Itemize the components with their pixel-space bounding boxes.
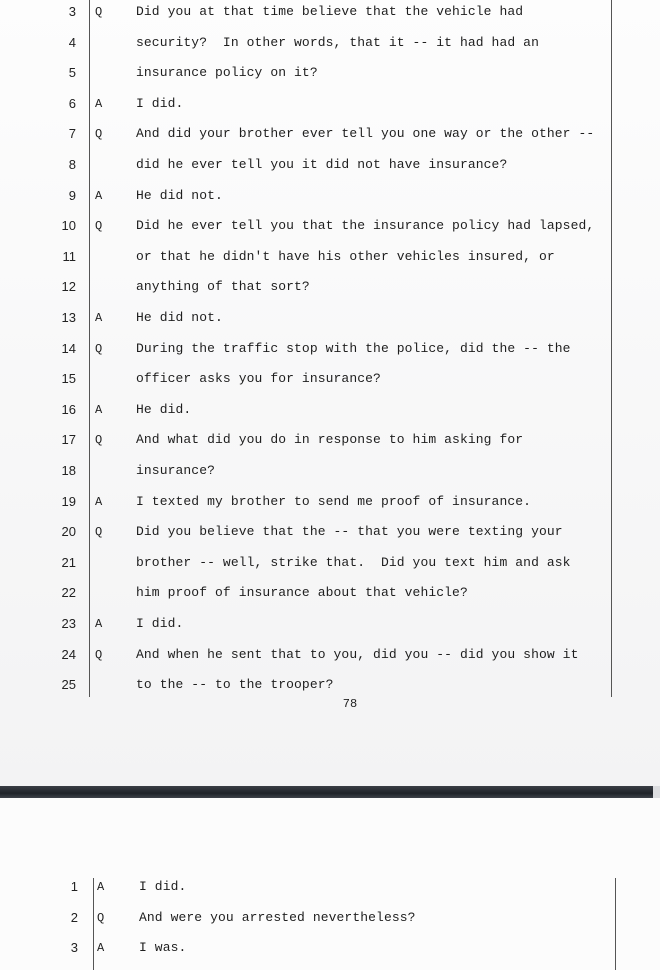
line-number: 17 [61,432,76,448]
speaker-label: Q [95,127,103,142]
line-number: 2 [70,909,78,925]
line-text: And when he sent that to you, did you -- did you show it [136,646,579,662]
speaker-label: Q [97,910,105,925]
line-number: 19 [61,493,76,509]
line-text: Did you believe that the -- that you were texting your [136,524,563,540]
line-text: brother -- well, strike that. Did you text him and ask [136,554,571,570]
line-number: 23 [61,616,76,631]
line-number: 18 [61,463,76,478]
line-text: officer asks you for insurance? [136,371,381,387]
line-text: or that he didn't have his other vehicles insured, or [136,248,555,264]
left-margin-rule [89,0,90,697]
speaker-label: A [97,880,105,894]
speaker-label: A [97,941,105,956]
line-text: He did not. [136,187,223,203]
line-text: did he ever tell you it did not have insurance? [136,157,508,172]
line-number: 21 [61,554,76,570]
speaker-label: A [95,96,103,111]
line-number: 4 [68,34,76,50]
line-text: I texted my brother to send me proof of insurance. [136,493,532,509]
speaker-label: A [95,617,103,631]
page-number: 78 [342,697,358,711]
line-number: 12 [61,279,76,295]
line-text: And did your brother ever tell you one way or the other -- [136,126,595,142]
line-number: 15 [61,371,76,387]
line-text: I did. [136,95,184,111]
line-text: anything of that sort? [136,279,310,295]
speaker-label: Q [95,5,103,19]
line-text: Did he ever tell you that the insurance policy had lapsed, [136,218,595,234]
line-text: Did you at that time believe that the vehicle had [136,4,524,19]
line-number: 8 [68,157,76,172]
line-number: 6 [68,95,76,111]
line-number: 20 [61,524,76,540]
speaker-label: Q [95,341,103,356]
line-number: 9 [68,187,76,203]
line-number: 10 [61,218,76,234]
speaker-label: Q [95,433,103,448]
line-text: And what did you do in response to him asking for [136,432,524,448]
line-text: During the traffic stop with the police, did the -- the [136,340,571,356]
speaker-label: A [95,402,103,417]
line-text: He did not. [136,310,223,325]
right-margin-rule [615,878,616,970]
line-text: insurance policy on it? [136,65,318,81]
speaker-label: Q [95,219,103,234]
line-number: 7 [68,126,76,142]
right-margin-rule [611,0,612,697]
line-text: I did. [139,879,187,894]
speaker-label: Q [95,525,103,540]
line-number: 11 [62,248,76,264]
line-text: him proof of insurance about that vehicle? [136,585,468,601]
page-divider [0,786,653,798]
page-divider-edge [653,786,660,798]
line-text: security? In other words, that it -- it had had an [136,34,539,50]
speaker-label: A [95,311,103,325]
transcript-page-79 [0,798,660,970]
line-text: to the -- to the trooper? [136,677,334,693]
speaker-label: Q [95,647,103,662]
line-text: He did. [136,401,192,417]
line-text: I was. [139,940,187,956]
line-number: 3 [70,940,78,956]
speaker-label: A [95,188,103,203]
line-number: 1 [70,879,78,894]
line-number: 13 [61,310,76,325]
line-number: 5 [68,65,76,81]
left-margin-rule [93,878,94,970]
line-number: 22 [61,585,76,601]
speaker-label: A [95,494,103,509]
line-text: insurance? [136,463,216,478]
line-text: And were you arrested nevertheless? [139,909,416,925]
line-text: I did. [136,616,184,631]
line-number: 3 [68,4,76,19]
line-number: 25 [61,677,76,693]
line-number: 16 [61,401,76,417]
line-number: 24 [61,646,76,662]
line-number: 14 [61,340,76,356]
